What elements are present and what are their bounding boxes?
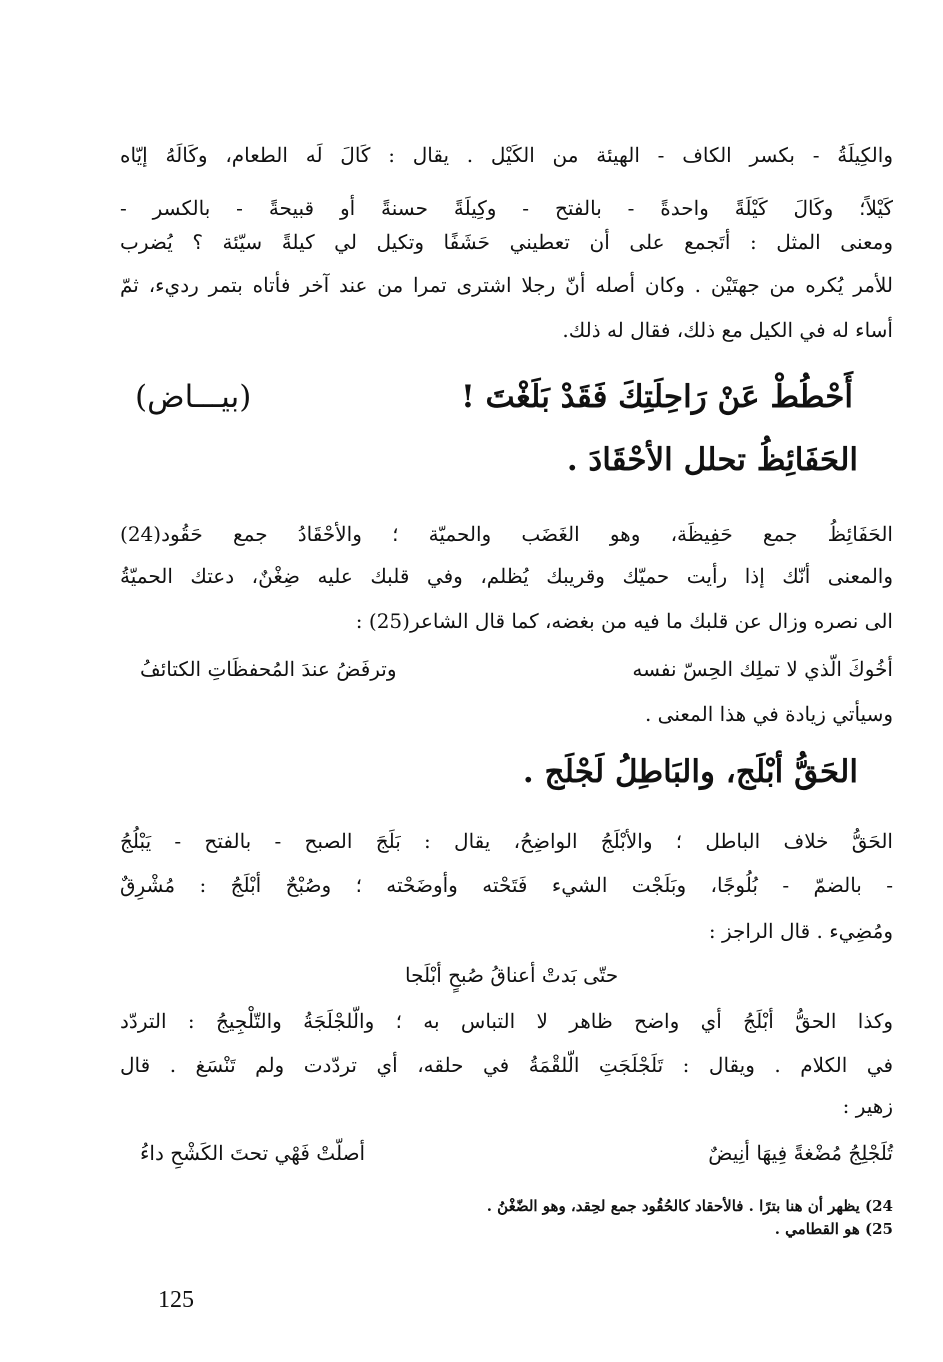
verse-hemistich: أصلّتْ فَهْي تحتَ الكَشْحِ داءُ: [140, 1141, 366, 1165]
text-line: أساء له في الكيل مع ذلك، فقال له ذلك.: [562, 318, 893, 342]
text-line: الى نصره وزال عن قلبك ما فيه من بغضه، كما قال الشاعر(25) :: [355, 609, 893, 633]
proverb-heading: الحَفَائِظُ تحلل الأحْقَادَ .: [566, 442, 858, 478]
text-line: كَيْلاً؛ وكَالَ كَيْلَةً واحدةً - بالفتح - وكِيلَةً حسنةً أو قبيحةً - بالكسر -: [120, 196, 893, 220]
proverb-heading: أَحْطُطْ عَنْ رَاحِلَتِكَ فَقَدْ بَلَغْتَ !: [461, 379, 853, 415]
verse-hemistich: وترفَضُ عندَ المُحفظَاتِ الكتائفُ: [140, 657, 397, 681]
text-line: الحَفَائِظُ جمع حَفِيظَة، وهو الغَضَب والحميّة ؛ والأحْقَادُ جمع حَقُود(24): [120, 522, 893, 546]
text-line: للأمر يُكره من جهتَيْن . وكان أصله أنّ رجلا اشترى تمرا من عند آخر فأتاه بتمر رديء، ثمّ: [120, 273, 893, 297]
poetry-verse: [120, 958, 893, 992]
text-line: - بالضمّ - بُلُوجًا، وبَلَجْت الشيء فَتَحْته وأوضَحْته ؛ وصُبْحٌ أبْلَجُ : مُشْرِقٌ: [120, 873, 893, 897]
text-line: الحَقُّ خلاف الباطل ؛ والأبْلَجُ الواضِحُ، يقال : بَلَجَ الصبح - بالفتح - يَبْلُجُ: [120, 829, 893, 853]
text-line: وكذا الحقُّ أبْلَجُ أي واضح ظاهر لا التباس به ؛ والّلجْلَجَةُ والتّلْجِيجُ : التردّد: [120, 1009, 893, 1033]
poetry-verse: [120, 1136, 893, 1170]
verse-hemistich: تُلَجْلِجُ مُضْغةً فِيهَا أنِيضٌ: [708, 1141, 893, 1165]
footnote: 24) يظهر أن هنا بترًا . فالأحقاد كالحُقُود جمع لحِقد، وهو الضّغْنُ .: [486, 1197, 893, 1215]
text-line: وسيأتي زيادة في هذا المعنى .: [644, 702, 893, 726]
text-line: ومعنى المثل : أتَجمع على أن تعطيني حَشَفًا وتكيل لي كيلةً سيّئة ؟ يُضرب: [120, 230, 893, 254]
verse-line: حتّى بَدتْ أعناقُ صُبحٍ أبْلَجا: [405, 963, 619, 987]
blank-note: (بيـــاض): [135, 379, 252, 415]
text-line: والكِيلَةُ - بكسر الكاف - الهيئة من الكَيْل . يقال : كَالَ لَه الطعام، وكَالَهُ إيّاه: [120, 143, 893, 167]
text-line: والمعنى أنّك إذا رأيت حميّك وقريبك يُظلم، وفي قلبك عليه ضِغْنٌ، دعتك الحميّةُ: [120, 564, 893, 588]
text-line: زهير :: [842, 1094, 893, 1118]
poetry-verse: [120, 652, 893, 686]
text-line: في الكلام . ويقال : تَلَجْلَجَتِ الّلقْمَةُ في حلقه، أي تردّدت ولم تَنْسَغ . قال: [120, 1053, 893, 1077]
verse-hemistich: أخُوكَ الّذي لا تملِك الحِسّ نفسه: [632, 657, 893, 681]
text-line: ومُضِيء . قال الراجز :: [708, 919, 893, 943]
page-number: 125: [158, 1287, 194, 1313]
proverb-heading: الحَقُّ أبْلَج، والبَاطِلُ لَجْلَج .: [522, 754, 858, 790]
footnote: 25) هو القطامي .: [774, 1220, 893, 1238]
